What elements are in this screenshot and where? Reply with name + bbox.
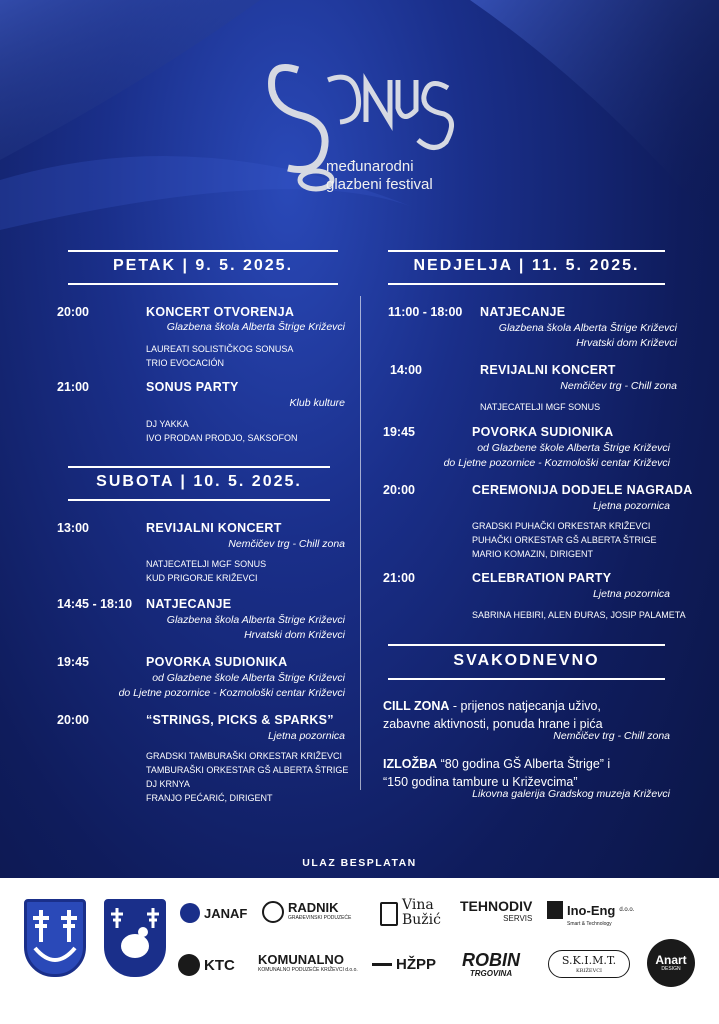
free-entry-label: ULAZ BESPLATAN xyxy=(302,857,417,869)
event-performer: GRADSKI PUHAČKI ORKESTAR KRIŽEVCI xyxy=(472,521,651,531)
tehnodiv-sub: SERVIS xyxy=(503,914,533,923)
event-title: CELEBRATION PARTY xyxy=(472,571,612,585)
izlozba-line2: “150 godina tambure u Križevcima” xyxy=(383,775,578,789)
sponsor-ktc xyxy=(178,954,235,976)
event-time: 19:45 xyxy=(383,425,415,439)
sponsor-anart xyxy=(647,939,695,987)
event-title: NATJECANJE xyxy=(480,305,566,319)
event-title: REVIJALNI KONCERT xyxy=(146,521,282,535)
nedjelja-heading: NEDJELJA | 11. 5. 2025. xyxy=(413,257,640,274)
event-time: 14:00 xyxy=(390,363,422,377)
subota-heading: SUBOTA | 10. 5. 2025. xyxy=(96,473,302,490)
nedjelja-top-rule xyxy=(388,250,665,252)
event-performer: NATJECATELJI MGF SONUS xyxy=(146,559,267,569)
anart-label: Anart xyxy=(655,953,687,967)
event-performer: FRANJO PEĆARIĆ, DIRIGENT xyxy=(146,793,273,803)
komunalno-label: KOMUNALNO xyxy=(258,952,344,967)
event-performer: GRADSKI TAMBURAŠKI ORKESTAR KRIŽEVCI xyxy=(146,751,343,761)
event-time: 21:00 xyxy=(57,380,89,394)
event-time: 11:00 - 18:00 xyxy=(388,305,463,319)
event-place: Glazbena škola Alberta Štrige Križevci xyxy=(166,614,345,626)
svakodnevno-bottom-rule xyxy=(388,678,665,680)
event-time: 14:45 - 18:10 xyxy=(57,597,133,611)
cill-zona-label: CILL ZONA xyxy=(383,699,450,713)
izlozba-line1: “80 godina GŠ Alberta Štrige” i xyxy=(437,757,611,771)
petak-bottom-rule xyxy=(68,283,338,285)
skimt-label: S.K.I.M.T. xyxy=(561,954,617,967)
event-time: 21:00 xyxy=(383,571,415,585)
event-title: NATJECANJE xyxy=(146,597,232,611)
event-place-secondary: do Ljetne pozornice - Kozmološki centar Križevci xyxy=(118,687,345,699)
event-performer: PUHAČKI ORKESTAR GŠ ALBERTA ŠTRIGE xyxy=(472,535,657,545)
svakodnevno-heading: SVAKODNEVNO xyxy=(453,652,600,669)
column-divider xyxy=(360,296,361,790)
event-time: 19:45 xyxy=(57,655,89,669)
nedjelja-bottom-rule xyxy=(388,283,665,285)
petak-top-rule xyxy=(68,250,338,252)
event-time: 13:00 xyxy=(57,521,89,535)
svakodnevno-top-rule xyxy=(388,644,665,646)
radnik-sub: GRAĐEVINSKI PODUZEĆE xyxy=(288,915,352,921)
ino-eng-suffix: d.o.o. xyxy=(619,907,635,913)
event-place: Nemčičev trg - Chill zona xyxy=(560,380,677,392)
sponsor-skimt xyxy=(548,950,630,978)
event-performer: DJ KRNYA xyxy=(146,779,190,789)
event-time: 20:00 xyxy=(383,483,415,497)
ino-eng-sub: Smart & Technology xyxy=(567,921,612,927)
sponsor-hzpp xyxy=(372,956,436,973)
radnik-label: RADNIK xyxy=(288,900,339,915)
skimt-sub: KRIŽEVCI xyxy=(575,968,602,974)
izlozba-item xyxy=(383,755,683,791)
buzic-label: Bužić xyxy=(402,912,441,928)
event-performer: KUD PRIGORJE KRIŽEVCI xyxy=(146,573,258,583)
sponsor-robin xyxy=(462,951,520,978)
cill-zona-item xyxy=(383,697,683,733)
ktc-logo-icon xyxy=(178,954,200,976)
anart-sub: DESIGN xyxy=(661,966,681,972)
izlozba-place: Likovna galerija Gradskog muzeja Križevci xyxy=(472,788,670,800)
robin-sub: TRGOVINA xyxy=(469,969,513,978)
event-title: CEREMONIJA DODJELE NAGRADA xyxy=(472,483,693,497)
logo-subtitle-line2: glazbeni festival xyxy=(326,176,433,193)
vina-logo-icon xyxy=(380,902,398,926)
subota-top-rule xyxy=(68,466,330,468)
event-title: KONCERT OTVORENJA xyxy=(146,305,295,319)
hzpp-label: HŽPP xyxy=(396,956,437,973)
event-place: Nemčičev trg - Chill zona xyxy=(228,538,345,550)
sponsor-janaf xyxy=(180,903,247,923)
event-performer: IVO PRODAN PRODJO, SAKSOFON xyxy=(146,433,298,443)
robin-label: ROBIN xyxy=(462,950,520,970)
subota-bottom-rule xyxy=(68,499,330,501)
event-place: od Glazbene škole Alberta Štrige Križevci xyxy=(477,442,670,454)
event-time: 20:00 xyxy=(57,713,89,727)
event-place: od Glazbene škole Alberta Štrige Križevci xyxy=(152,672,345,684)
event-title: REVIJALNI KONCERT xyxy=(480,363,616,377)
radnik-logo-icon xyxy=(262,901,284,923)
logo-subtitle-line1: međunarodni xyxy=(326,158,414,175)
event-performer: TRIO EVOCACIÓN xyxy=(146,358,225,368)
event-place: Glazbena škola Alberta Štrige Križevci xyxy=(498,322,677,334)
coat-of-arms-crosses-icon xyxy=(24,899,86,977)
event-performer: TAMBURAŠKI ORKESTAR GŠ ALBERTA ŠTRIGE xyxy=(146,765,349,775)
vina-label: Vina xyxy=(402,897,434,913)
event-place-secondary: Hrvatski dom Križevci xyxy=(244,629,345,641)
sponsor-ino-eng xyxy=(547,901,634,919)
ktc-label: KTC xyxy=(204,956,235,974)
sponsor-tehnodiv xyxy=(460,898,532,923)
event-place: Klub kulture xyxy=(289,397,345,409)
event-performer: SABRINA HEBIRI, ALEN ĐURAS, JOSIP PALAMETA xyxy=(472,610,686,620)
ino-eng-logo-icon xyxy=(547,901,563,919)
event-place: Ljetna pozornica xyxy=(592,588,670,600)
event-title: “STRINGS, PICKS & SPARKS” xyxy=(146,713,334,727)
petak-heading: PETAK | 9. 5. 2025. xyxy=(112,257,294,274)
event-time: 20:00 xyxy=(57,305,89,319)
cill-zona-line1: - prijenos natjecanja uživo, xyxy=(449,699,601,713)
festival-logo xyxy=(258,50,458,200)
event-place: Ljetna pozornica xyxy=(267,730,345,742)
event-performer: MARIO KOMAZIN, DIRIGENT xyxy=(472,549,594,559)
sponsor-komunalno xyxy=(258,952,358,973)
komunalno-sub: KOMUNALNO PODUZEĆE KRIŽEVCI d.o.o. xyxy=(258,967,358,973)
cill-zona-place: Nemčičev trg - Chill zona xyxy=(553,730,670,742)
event-title: SONUS PARTY xyxy=(146,380,239,394)
janaf-logo-icon xyxy=(180,903,200,923)
cill-zona-line2: zabavne aktivnosti, ponuda hrane i pića xyxy=(383,717,603,731)
janaf-label: JANAF xyxy=(204,905,248,921)
event-performer: DJ YAKKA xyxy=(146,419,189,429)
event-performer: LAUREATI SOLISTIČKOG SONUSA xyxy=(146,344,294,354)
tehnodiv-label: TEHNODIV xyxy=(460,898,533,914)
event-place: Glazbena škola Alberta Štrige Križevci xyxy=(166,321,345,333)
event-title: POVORKA SUDIONIKA xyxy=(146,655,288,669)
coat-of-arms-rooster-icon xyxy=(104,899,166,977)
event-place-secondary: do Ljetne pozornice - Kozmološki centar Križevci xyxy=(443,457,670,469)
event-title: POVORKA SUDIONIKA xyxy=(472,425,614,439)
event-place: Ljetna pozornica xyxy=(592,500,670,512)
izlozba-label: IZLOŽBA xyxy=(383,757,438,771)
hzpp-logo-icon xyxy=(372,963,392,966)
ino-eng-label: Ino-Eng xyxy=(567,902,616,918)
event-place-secondary: Hrvatski dom Križevci xyxy=(576,337,677,349)
event-performer: NATJECATELJI MGF SONUS xyxy=(480,402,601,412)
